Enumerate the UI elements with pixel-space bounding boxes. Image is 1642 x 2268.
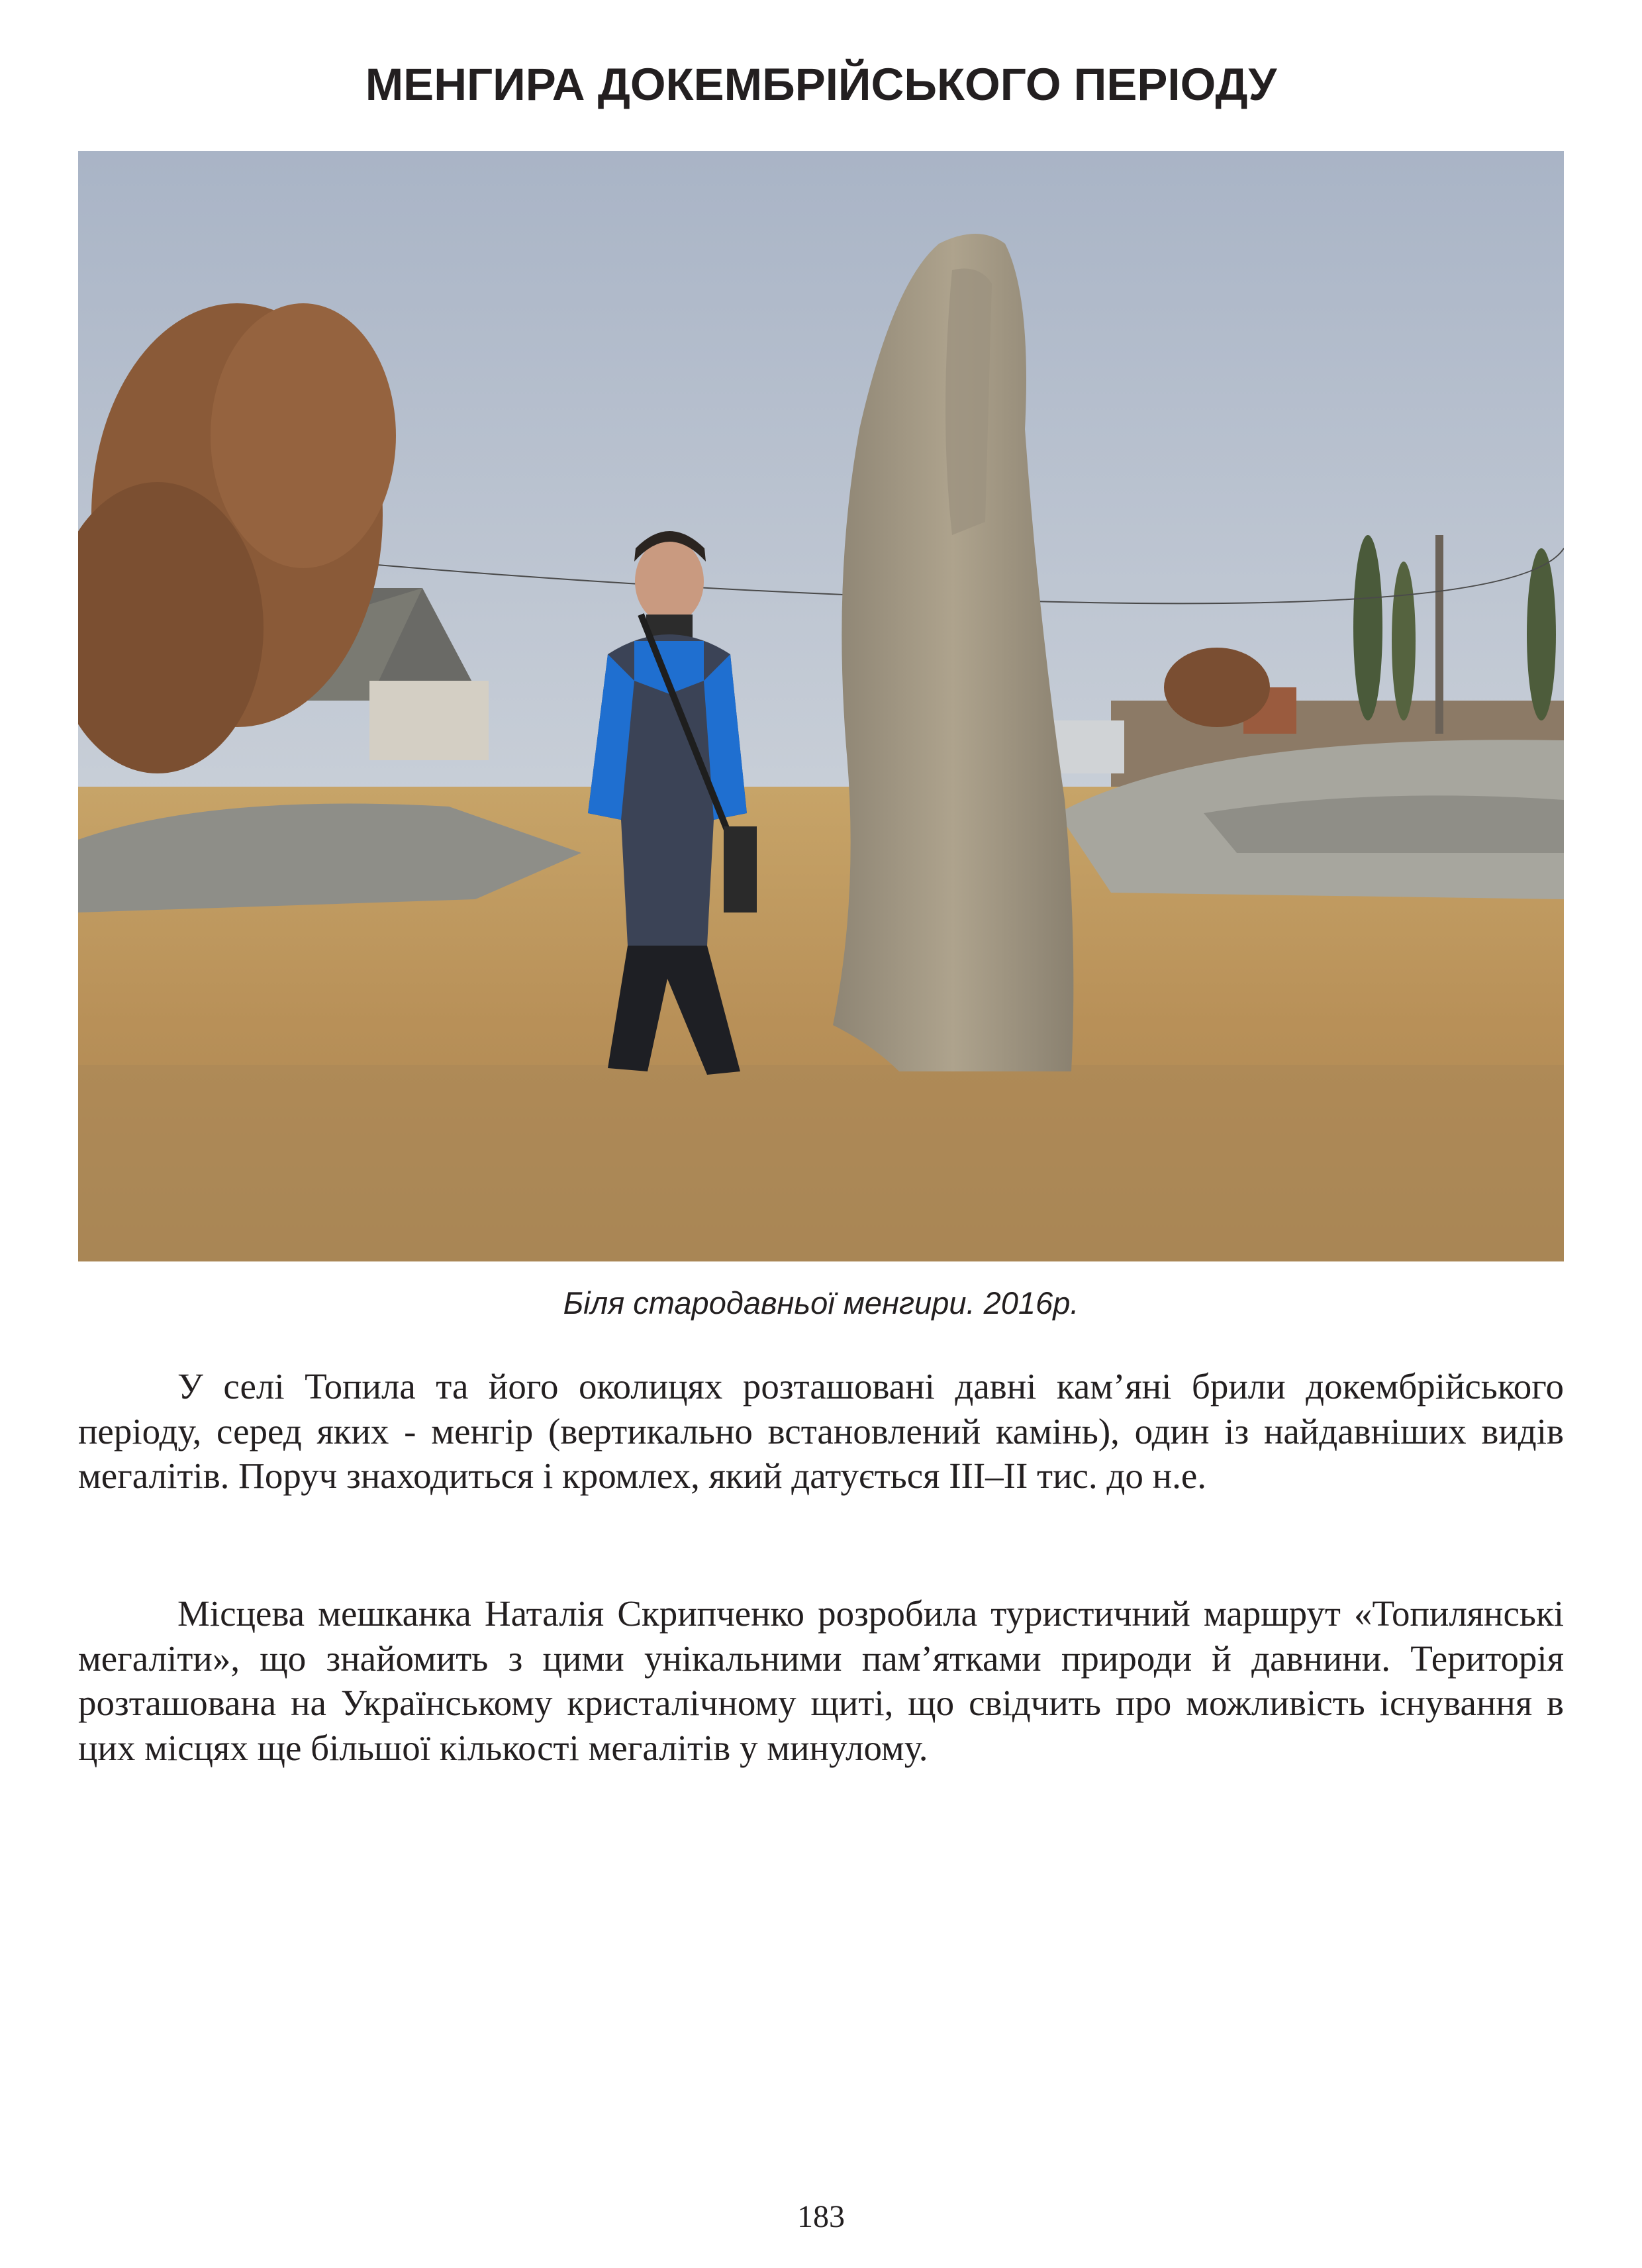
body-paragraph-1: У селі Топила та його околицях розташовані давні кам’яні брили докембрійського періоду, серед яких - менгір (вертикально встановлений камінь), один із найдавніших видів мегалітів. Поруч знаходиться і кромлех, який датується III–II тис. до н.е. [78, 1366, 1564, 1496]
body-paragraph-2: Місцева мешканка Наталія Скрипченко розробила туристичний маршрут «Топилянські мегаліти», що знайомить з цими унікальними пам’ятками природи й давнини. Територія розташована на Українському кристалічному щиті, що свідчить про можливість існування в цих місцях ще більшої кількості мегалітів у минулому. [78, 1593, 1564, 1768]
page-title: МЕНГИРА ДОКЕМБРІЙСЬКОГО ПЕРІОДУ [365, 59, 1277, 110]
photo-caption: Біля стародавньої менгири. 2016р. [563, 1285, 1079, 1320]
page-number: 183 [797, 2199, 845, 2234]
menhir-photo [78, 151, 1564, 1261]
